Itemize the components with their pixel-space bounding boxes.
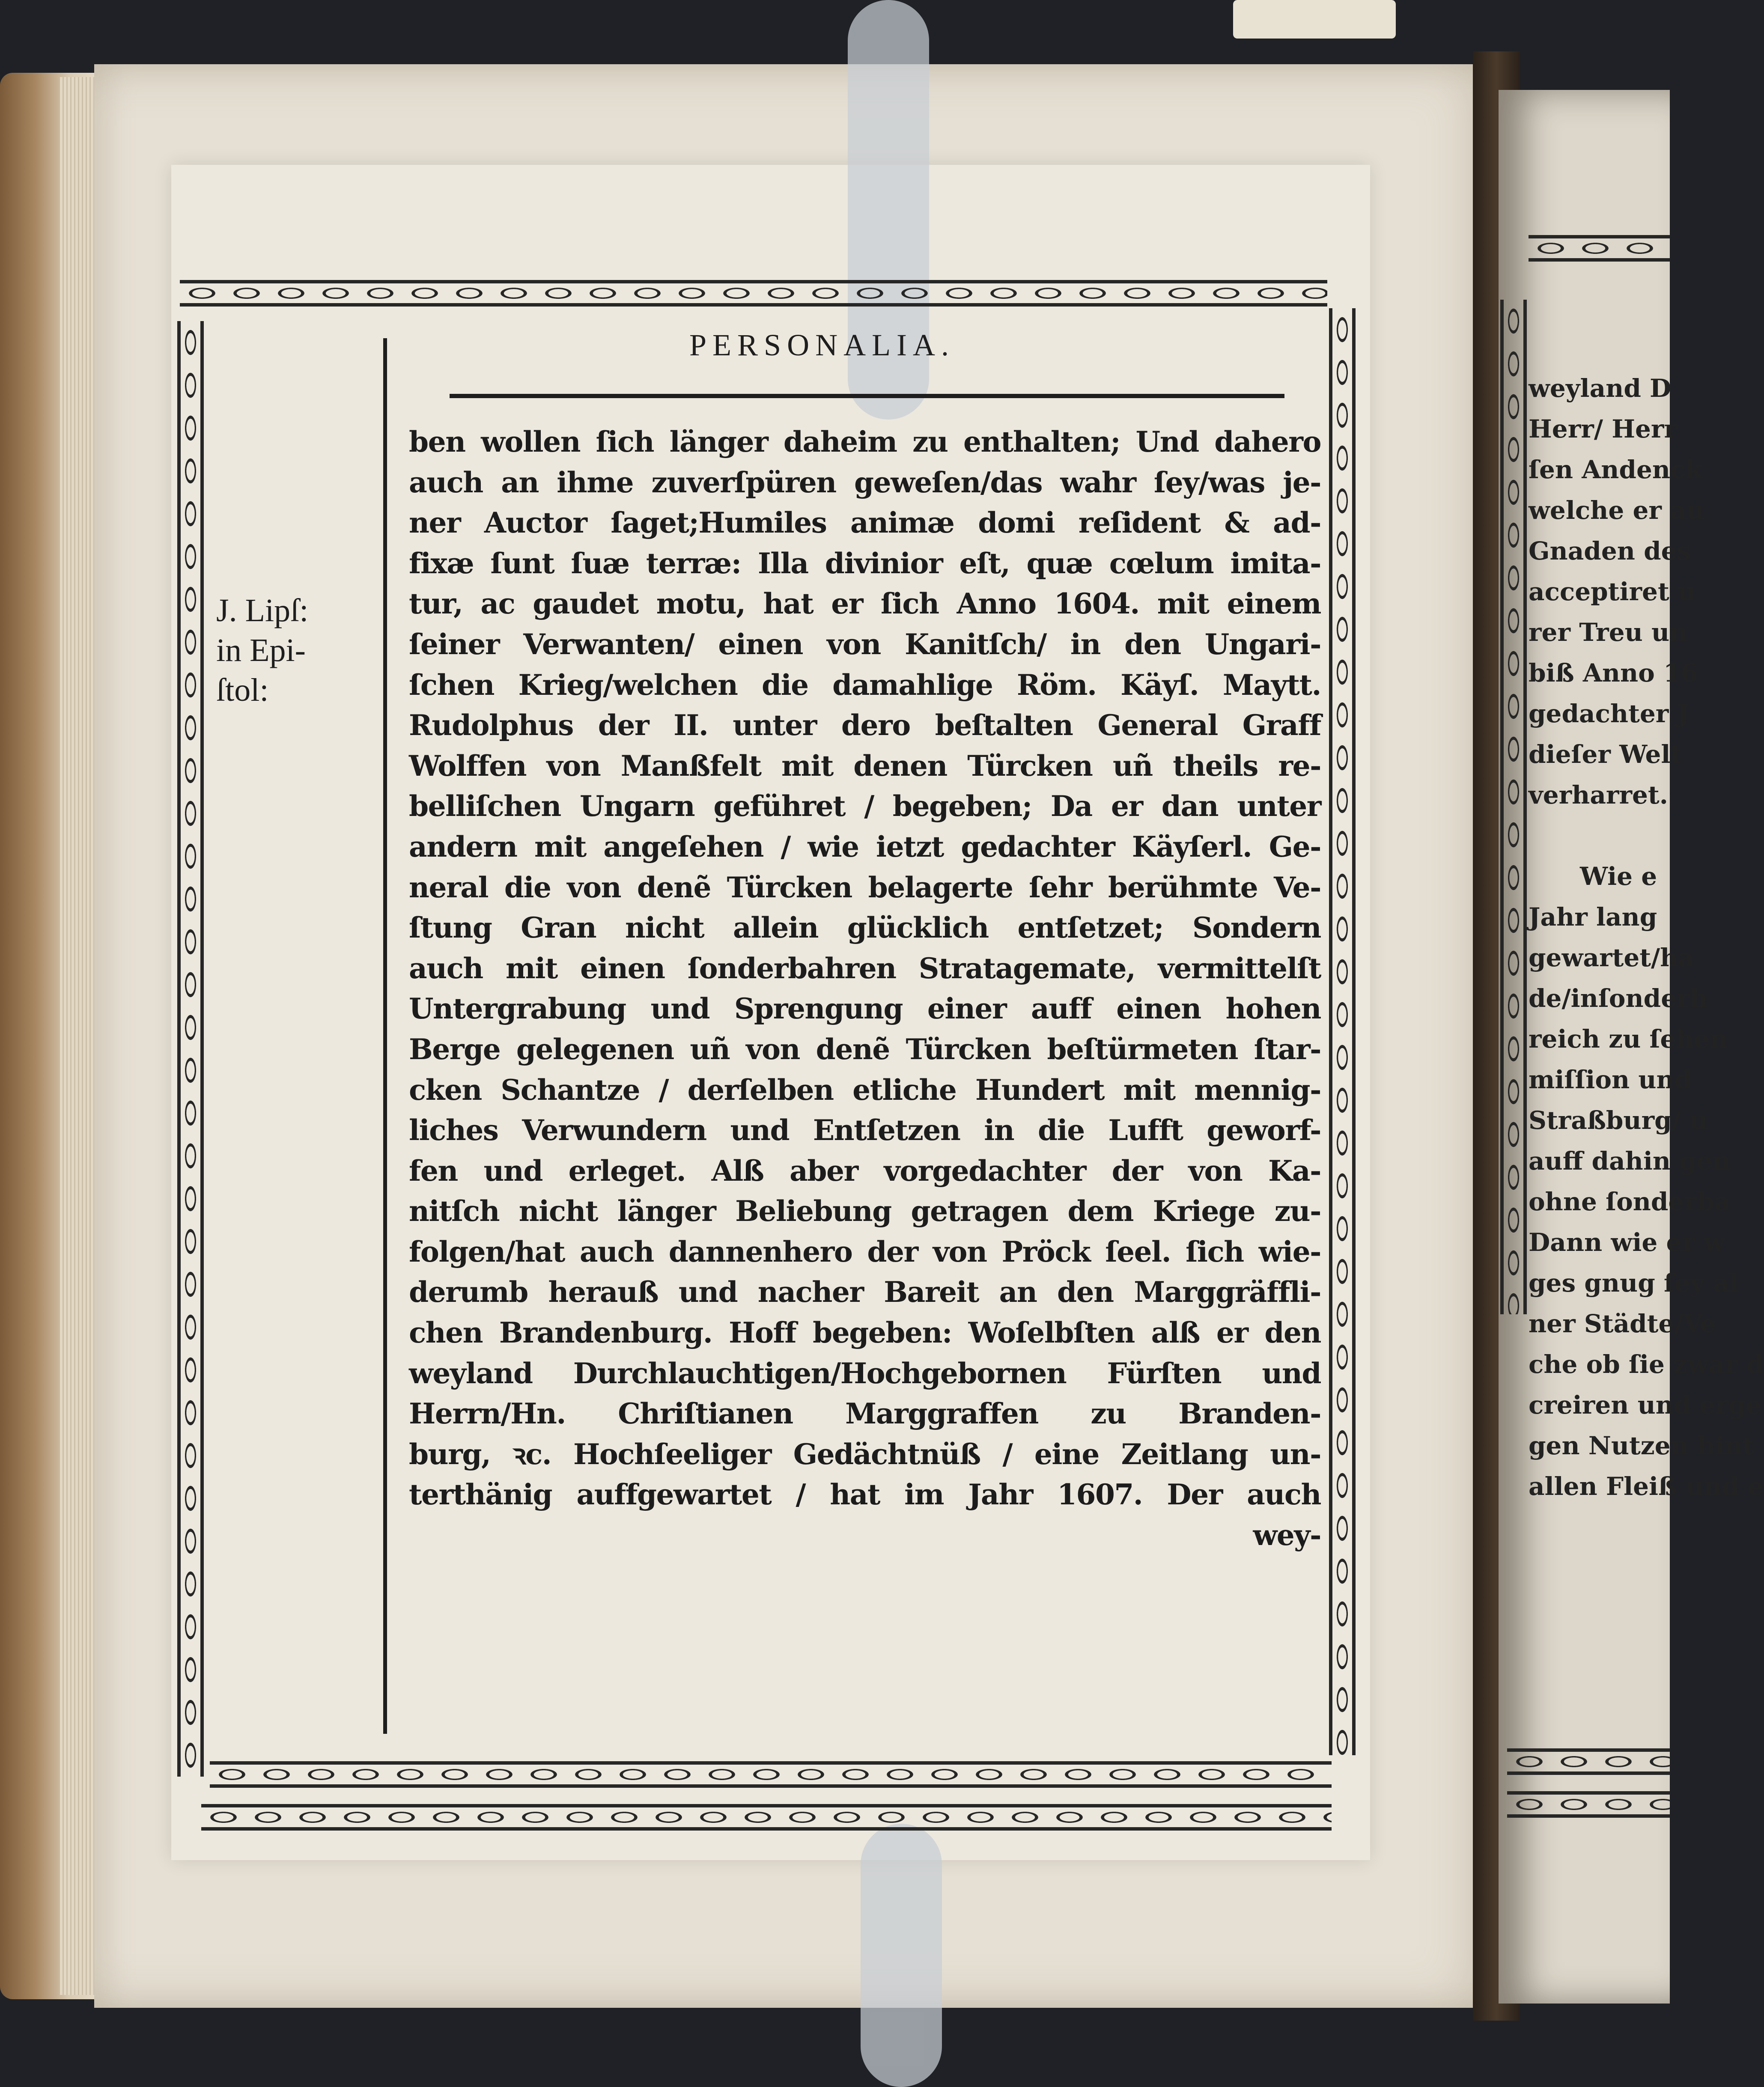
text-line: chen Brandenburg. Hoff begeben: Woſelbſten alß er den: [409, 1316, 1321, 1350]
text-line: burg, ꝛc. Hochſeeliger Gedächtnüß / eine Zeitlang un-: [409, 1437, 1321, 1471]
right-page-line: reich zu ſehen: [1529, 1024, 1728, 1054]
text-line: nitſch nicht länger Beliebung getragen dem Kriege zu-: [409, 1194, 1321, 1228]
right-page-line: de/inſonderh: [1529, 984, 1708, 1013]
right-page-line: ges gnug ſey al: [1529, 1268, 1739, 1298]
right-page-line: Jahr lang: [1529, 902, 1657, 932]
text-line: Rudolphus der II. unter dero beſtalten General Graff: [409, 709, 1321, 742]
top-right-tab: [1233, 0, 1396, 39]
text-line: derumb herauß und nacher Bareit an den Marggräffli-: [409, 1275, 1321, 1309]
margin-note-line: in Epi-: [216, 632, 306, 668]
text-line: Untergrabung und Sprengung einer auff einen hohen: [409, 992, 1321, 1026]
text-line: ſeiner Verwanten/ einen von Kanitſch/ in den Ungari-: [409, 627, 1321, 661]
bottom-ornament-border-upper: [210, 1760, 1332, 1789]
text-line: auch an ihme zuverſpüren geweſen/das wahr ſey/was je-: [409, 465, 1321, 499]
right-page-line: verharret.: [1529, 780, 1668, 810]
text-line: ſchen Krieg/welchen die damahlige Röm. Käyſ. Maytt.: [409, 668, 1321, 702]
text-line: weyland Durchlauchtigen/Hochgebornen Fürſten und: [409, 1356, 1321, 1390]
text-line: cken Schantze / derſelben etliche Hundert mit mennig-: [409, 1073, 1321, 1107]
right-page-line: rer Treu un: [1529, 618, 1688, 647]
right-page-bottom-ornament-lower: [1507, 1789, 1670, 1819]
right-page-line: creiren und erge: [1529, 1390, 1762, 1420]
left-ornament-border: [176, 321, 206, 1777]
text-line: Berge gelegenen uñ von denẽ Türcken beſtürmeten ſtar-: [409, 1032, 1321, 1066]
margin-note: [216, 591, 379, 710]
right-page-line: ner Städte/Ve: [1529, 1309, 1716, 1338]
main-text-block: [409, 422, 1321, 1556]
text-line: andern mit angeſehen / wie ietzt gedachter Käyſerl. Ge-: [409, 830, 1321, 863]
right-page-line: ſen Andenck: [1529, 455, 1703, 484]
right-page-line: Gnaden des: [1529, 536, 1691, 566]
paragraph-gap: [1529, 816, 1670, 856]
text-line: Herrn/Hn. Chriſtianen Marggraffen zu Branden-: [409, 1397, 1321, 1431]
text-line: folgen/hat auch dannenhero der von Pröck ſeel. ſich wie-: [409, 1235, 1321, 1268]
right-page-line: gen Nutzen hint: [1529, 1431, 1755, 1460]
text-line: Wolffen von Manßfelt mit denen Türcken uñ theils re-: [409, 749, 1321, 783]
catchword: wey-: [1253, 1518, 1321, 1552]
right-page-line: Dann wie er w: [1529, 1228, 1725, 1257]
text-line: belliſchen Ungarn geführet / begeben; Da er dan unter: [409, 789, 1321, 823]
text-line: fen und erleget. Alß aber vorgedachter der von Ka-: [409, 1154, 1321, 1188]
right-page-line: weyland D: [1529, 374, 1672, 403]
text-line: terthänig auffgewartet / hat im Jahr 1607. Der auch: [409, 1478, 1321, 1512]
right-page-bottom-ornament: [1507, 1747, 1670, 1777]
margin-note-line: J. Lipſ:: [216, 592, 309, 628]
right-page-line: allen Fleiß und e: [1529, 1472, 1764, 1501]
right-page-line: Straßburg/ u: [1529, 1106, 1708, 1135]
right-page-line: dieſer Welt: [1529, 740, 1682, 769]
header-rule: [450, 394, 1284, 398]
text-line: fixæ ſunt ſuæ terræ: Illa divinior eſt, quæ cœlum imita-: [409, 546, 1321, 580]
text-line: ſtung Gran nicht allein glücklich entſetzet; Sondern: [409, 911, 1321, 945]
right-page-line: Herr/ Herr: [1529, 414, 1678, 444]
margin-note-line: ſtol:: [216, 672, 269, 708]
text-line: ben wollen ſich länger daheim zu enthalten; Und dahero: [409, 425, 1321, 458]
right-page-line: che ob ſie zwar d: [1529, 1350, 1764, 1379]
right-page-left-ornament: [1499, 300, 1529, 1314]
right-page-line: welche er au: [1529, 496, 1704, 525]
text-line: tur, ac gaudet motu, hat er ſich Anno 1604. mit einem: [409, 587, 1321, 621]
right-page-line: gedachter J: [1529, 699, 1689, 728]
right-page-line: gewartet/ha: [1529, 943, 1694, 972]
right-page-line: acceptiret u: [1529, 577, 1696, 606]
right-page-line: Wie e: [1580, 862, 1657, 891]
right-page-line: miſſion und: [1529, 1065, 1692, 1094]
bottom-page-clip: [861, 1824, 942, 2087]
text-line: liches Verwundern und Entſetzen in die Lufft geworf-: [409, 1113, 1321, 1147]
margin-rule: [383, 338, 387, 1734]
right-ornament-border: [1327, 308, 1357, 1755]
right-page-top-ornament: [1529, 233, 1670, 263]
top-ornament-border: [180, 278, 1327, 308]
right-page-line: biß Anno 16: [1529, 658, 1698, 688]
right-page-line: ohne ſonderba: [1529, 1187, 1731, 1216]
text-line: auch mit einen ſonderbahren Stratagemate, vermittelſt: [409, 951, 1321, 985]
right-page-text: [1529, 368, 1764, 1507]
running-head: PERSONALIA.: [689, 328, 955, 362]
text-line: ner Auctor ſaget;Humiles animæ domi reſident & ad-: [409, 506, 1321, 540]
text-line: neral die von denẽ Türcken belagerte ſehr berühmte Ve-: [409, 870, 1321, 904]
right-page-line: auff dahin gen: [1529, 1146, 1731, 1176]
bottom-ornament-border-lower: [201, 1802, 1332, 1832]
